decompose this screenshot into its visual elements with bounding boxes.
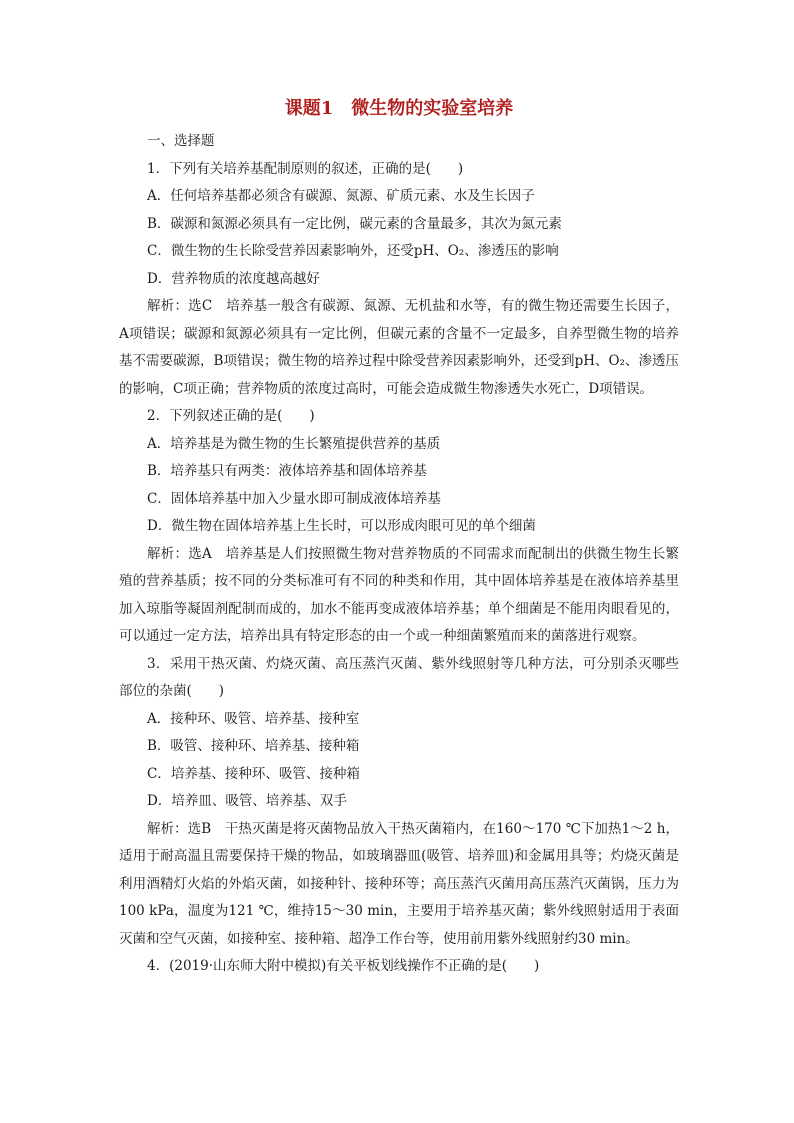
- question-stem: 3．采用干热灭菌、灼烧灭菌、高压蒸汽灭菌、紫外线照射等几种方法，可分别杀灭哪些部位的杂菌( ): [119, 655, 679, 699]
- question-2: [119, 403, 679, 651]
- option-d: D．营养物质的浓度越高越好: [147, 270, 320, 287]
- question-stem: 2．下列叙述正确的是( ): [147, 408, 315, 424]
- document-page: [119, 96, 679, 981]
- section-heading: 一、选择题: [147, 133, 215, 149]
- question-1: [119, 156, 679, 404]
- option-a: A．接种环、吸管、培养基、接种室: [147, 710, 360, 727]
- question-4: [119, 953, 679, 981]
- question-stem: 1．下列有关培养基配制原则的叙述，正确的是( ): [147, 160, 464, 177]
- option-a: A．任何培养基都必须含有碳源、氮源、矿质元素、水及生长因子: [147, 188, 535, 204]
- option-c: C．微生物的生长除受营养因素影响外，还受pH、O₂、渗透压的影响: [147, 243, 559, 259]
- option-a: A．培养基是为微生物的生长繁殖提供营养的基质: [147, 435, 441, 452]
- option-b: B．碳源和氮源必须具有一定比例，碳元素的含量最多，其次为氮元素: [147, 215, 562, 232]
- option-b: B．吸管、接种环、培养基、接种箱: [147, 738, 360, 754]
- answer-analysis: 解析：选C 培养基一般含有碳源、氮源、无机盐和水等，有的微生物还需要生长因子，A项错误；碳源和氮源必须具有一定比例，但碳元素的含量不一定最多，自养型微生物的培养基不需要碳源，B项错误；微生物的培养过程中除受营养因素影响外，还受到pH、O₂、渗透压的影响，C项正确；营养物质的浓度过高时，可能会造成微生物渗透失水死亡，D项错误。: [119, 298, 679, 397]
- page-title: 课题1 微生物的实验室培养: [284, 98, 514, 119]
- option-c: C．培养基、接种环、吸管、接种箱: [147, 765, 360, 782]
- answer-analysis: 解析：选B 干热灭菌是将灭菌物品放入干热灭菌箱内，在160～170 ℃下加热1～2 h，适用于耐高温且需要保持干燥的物品，如玻璃器皿(吸管、培养皿)和金属用具等；灼烧灭菌是利用酒精灯火焰的外焰灭菌，如接种针、接种环等；高压蒸汽灭菌用高压蒸汽灭菌锅，压力为100 kPa，温度为121 ℃，维持15～30 min，主要用于培养基灭菌；紫外线照射适用于表面灭菌和空气灭菌，如接种室、接种箱、超净工作台等，使用前用紫外线照射约30 min。: [119, 820, 679, 947]
- answer-analysis: 解析：选A 培养基是人们按照微生物对营养物质的不同需求而配制出的供微生物生长繁殖的营养基质；按不同的分类标准可有不同的种类和作用，其中固体培养基是在液体培养基里加入琼脂等凝固剂配制而成的，加水不能再变成液体培养基；单个细菌是不能用肉眼看见的，可以通过一定方法，培养出具有特定形态的由一个或一种细菌繁殖而来的菌落进行观察。: [119, 545, 679, 644]
- question-stem: 4．(2019·山东师大附中模拟)有关平板划线操作不正确的是( ): [147, 958, 540, 974]
- question-3: [119, 651, 679, 954]
- option-c: C．固体培养基中加入少量水即可制成液体培养基: [147, 490, 441, 507]
- option-d: D．微生物在固体培养基上生长时，可以形成肉眼可见的单个细菌: [147, 518, 536, 534]
- option-b: B．培养基只有两类：液体培养基和固体培养基: [147, 463, 427, 479]
- option-d: D．培养皿、吸管、培养基、双手: [147, 793, 347, 809]
